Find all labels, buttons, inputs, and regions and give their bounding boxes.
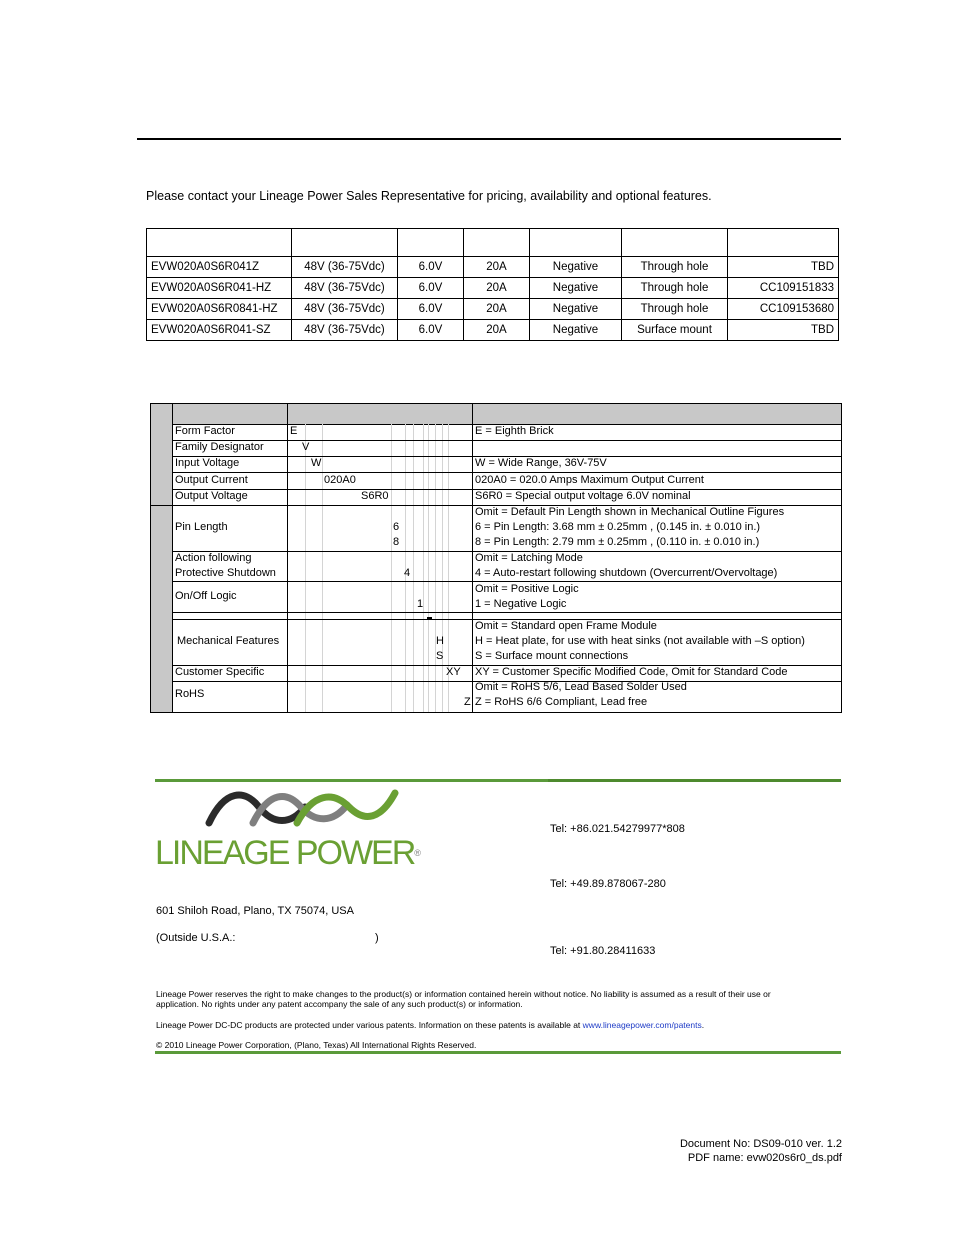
code-char: W <box>311 457 322 469</box>
document-info <box>680 1137 842 1165</box>
output-current: 20A <box>464 320 530 341</box>
output-voltage: 6.0V <box>398 299 464 320</box>
table-row <box>147 278 839 299</box>
output-voltage: 6.0V <box>398 278 464 299</box>
comcode: TBD <box>728 320 839 341</box>
row-label: Customer Specific <box>175 666 265 678</box>
dash-mark <box>427 617 432 619</box>
code-char: H <box>436 635 444 647</box>
coding-header-bar <box>151 404 841 425</box>
row-description: Omit = Default Pin Length shown in Mechanical Outline Figures <box>475 506 785 518</box>
on-off-logic: Negative <box>530 299 622 320</box>
connector-type: Through hole <box>622 299 728 320</box>
input-voltage: 48V (36-75Vdc) <box>292 320 398 341</box>
tel-india: Tel: +91.80.28411633 <box>550 945 656 957</box>
row-description: Omit = Latching Mode <box>475 552 583 564</box>
row-description: XY = Customer Specific Modified Code, Omit for Standard Code <box>475 666 788 678</box>
patents-note: Lineage Power DC-DC products are protected under various patents. Information on these patents is available at www.lineagepower.com/patents. <box>156 1020 705 1030</box>
row-label: Pin Length <box>175 521 228 533</box>
logo-wordmark: LINEAGE POWER <box>155 834 415 872</box>
row-description: E = Eighth Brick <box>475 425 554 437</box>
outside-usa-open: (Outside U.S.A.: <box>156 932 236 944</box>
coding-side-block <box>151 505 172 712</box>
code-char: E <box>290 425 298 437</box>
output-current: 20A <box>464 257 530 278</box>
pdf-name: PDF name: evw020s6r0_ds.pdf <box>687 1152 842 1164</box>
code-char: 6 <box>393 521 400 533</box>
row-description: Omit = RoHS 5/6, Lead Based Solder Used <box>475 681 687 693</box>
row-label: On/Off Logic <box>175 590 237 602</box>
code-char: S <box>436 650 444 662</box>
row-label: Output Voltage <box>175 490 248 502</box>
row-label: Action following <box>175 552 252 564</box>
copyright: © 2010 Lineage Power Corporation, (Plano, Texas) All International Rights Reserved. <box>156 1040 477 1050</box>
code-char: 4 <box>404 567 411 579</box>
row-label: Mechanical Features <box>177 635 280 647</box>
output-voltage: 6.0V <box>398 320 464 341</box>
row-description: Z = RoHS 6/6 Compliant, Lead free <box>475 696 648 708</box>
row-description: 6 = Pin Length: 3.68 mm ± 0.25mm , (0.145 in. ± 0.010 in.) <box>475 521 761 533</box>
outside-usa-close: ) <box>375 932 379 944</box>
product-code: EVW020A0S6R041-HZ <box>147 278 292 299</box>
address: 601 Shiloh Road, Plano, TX 75074, USA <box>156 905 354 917</box>
connector-type: Through hole <box>622 278 728 299</box>
row-label: Protective Shutdown <box>175 567 276 579</box>
row-description: W = Wide Range, 36V-75V <box>475 457 607 469</box>
connector-type: Surface mount <box>622 320 728 341</box>
table-row <box>147 257 839 278</box>
footer-bottom-rule <box>155 1051 841 1054</box>
row-label: Input Voltage <box>175 457 240 469</box>
row-label: RoHS <box>175 688 205 700</box>
row-label: Output Current <box>175 474 248 486</box>
code-char: 1 <box>417 598 424 610</box>
code-char: XY <box>446 666 461 678</box>
row-description: S6R0 = Special output voltage 6.0V nominal <box>475 490 691 502</box>
lineage-power-logo-text <box>155 834 421 872</box>
connector-type: Through hole <box>622 257 728 278</box>
row-description: 1 = Negative Logic <box>475 598 567 610</box>
lineage-power-logo-mark <box>205 783 400 831</box>
code-char: V <box>302 441 310 453</box>
row-description: Omit = Positive Logic <box>475 583 579 595</box>
product-code: EVW020A0S6R041Z <box>147 257 292 278</box>
contact-note: Please contact your Lineage Power Sales Representative for pricing, availability and optional features. <box>146 189 712 203</box>
footer-top-rule-right <box>548 779 841 782</box>
top-rule <box>137 138 841 140</box>
code-char: 8 <box>393 536 400 548</box>
patents-link[interactable]: www.lineagepower.com/patents <box>582 1020 702 1030</box>
document-number: Document No: DS09-010 ver. 1.2 <box>679 1138 842 1150</box>
product-code: EVW020A0S6R041-SZ <box>147 320 292 341</box>
on-off-logic: Negative <box>530 257 622 278</box>
output-current: 20A <box>464 278 530 299</box>
row-description: H = Heat plate, for use with heat sinks (not available with –S option) <box>475 635 805 647</box>
on-off-logic: Negative <box>530 320 622 341</box>
row-description: 4 = Auto-restart following shutdown (Overcurrent/Overvoltage) <box>475 567 778 579</box>
coding-side-block <box>151 424 172 505</box>
table-header-row <box>147 229 839 257</box>
code-char: 020A0 <box>324 474 356 486</box>
output-voltage: 6.0V <box>398 257 464 278</box>
output-current: 20A <box>464 299 530 320</box>
table-row <box>147 320 839 341</box>
code-char: S6R0 <box>361 490 389 502</box>
table-row <box>147 299 839 320</box>
input-voltage: 48V (36-75Vdc) <box>292 299 398 320</box>
row-label: Form Factor <box>175 425 235 437</box>
ordering-table <box>146 228 839 341</box>
footer-top-rule <box>155 779 548 782</box>
comcode: TBD <box>728 257 839 278</box>
coding-scheme-table <box>150 403 842 713</box>
row-description: Omit = Standard open Frame Module <box>475 620 657 632</box>
code-char: Z <box>464 696 471 708</box>
input-voltage: 48V (36-75Vdc) <box>292 257 398 278</box>
registered-mark: ® <box>414 848 421 858</box>
on-off-logic: Negative <box>530 278 622 299</box>
disclaimer: Lineage Power reserves the right to make changes to the product(s) or information contained herein without notice. No liability is assumed as a result of their use or application. No rights under any patent accompany the sale of any such product(s) or information. <box>156 989 771 1009</box>
row-description: 8 = Pin Length: 2.79 mm ± 0.25mm , (0.110 in. ± 0.010 in.) <box>475 536 760 548</box>
row-label: Family Designator <box>175 441 264 453</box>
tel-europe: Tel: +49.89.878067-280 <box>550 878 666 890</box>
row-description: 020A0 = 020.0 Amps Maximum Output Current <box>475 474 704 486</box>
tel-asia: Tel: +86.021.54279977*808 <box>550 823 685 835</box>
comcode: CC109153680 <box>728 299 839 320</box>
row-description: S = Surface mount connections <box>475 650 629 662</box>
input-voltage: 48V (36-75Vdc) <box>292 278 398 299</box>
product-code: EVW020A0S6R0841-HZ <box>147 299 292 320</box>
comcode: CC109151833 <box>728 278 839 299</box>
